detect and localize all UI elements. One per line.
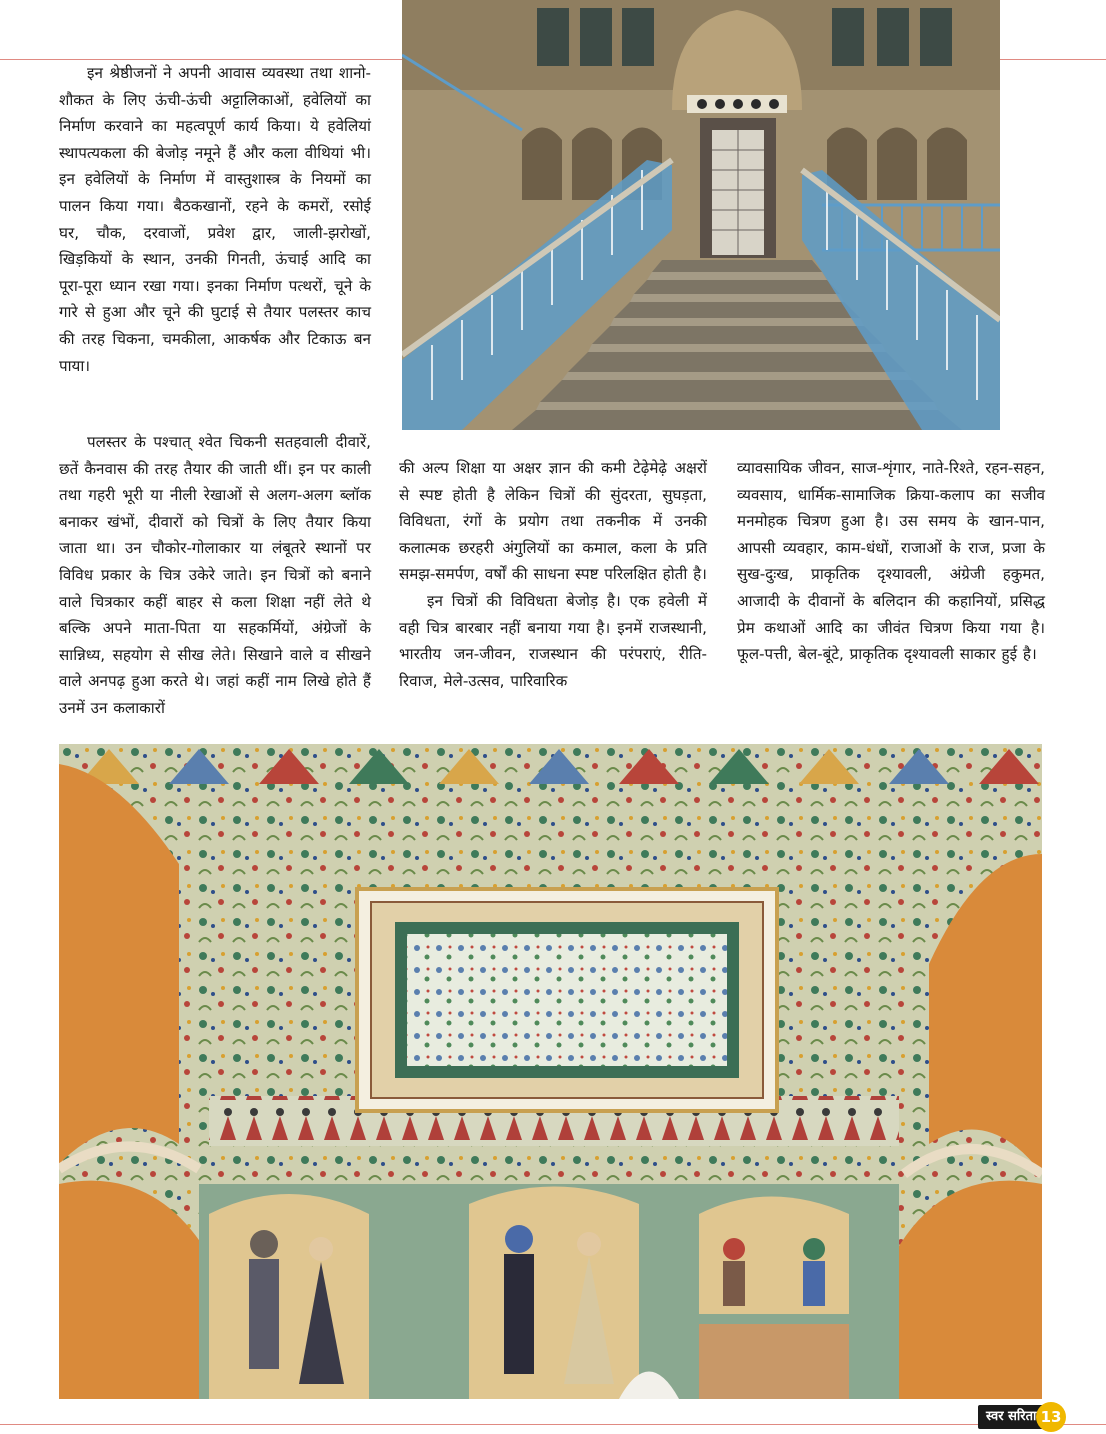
paragraph-2: पलस्तर के पश्चात् श्वेत चिकनी सतहवाली दीवारें, छतें कैनवास की तरह तैयार की जाती थीं। इन पर काली तथा गहरी भूरी या नीली रेखाओं से अलग-अलग ब्लॉक बनाकर खंभों, दीवारों को चित्रों के लिए तैयार किया जाता था। उन चौकोर-गोलाकार या लंबूतरे स्थानों पर विविध प्रकार के चित्र उकेरे जाते। इन चित्रों को बनाने वाले चित्रकार कहीं बाहर से कला शिक्षा नहीं लेते थे बल्कि अपने माता-पिता या सहकर्मियों, अंग्रेजों के सान्निध्य, सहयोग से सीख लेते। सिखाने वाले व सीखने वाले अनपढ़ हुआ करते थे। जहां कहीं नाम लिखे होते हैं उनमें उन कलाकारों — [59, 433, 371, 717]
footer-rule — [0, 1424, 1106, 1425]
text-column-top-left — [59, 60, 371, 379]
page-number: 13 — [1036, 1402, 1066, 1432]
text-column-right — [737, 455, 1045, 668]
paragraph-3: इन चित्रों की विविधता बेजोड़ है। एक हवेली में वही चित्र बारबार नहीं बनाया गया है। इनमें राजस्थानी, भारतीय जन-जीवन, राजस्थान की परंपराएं, रीति-रिवाज, मेले-उत्सव, पारिवारिक — [399, 591, 707, 690]
painted-ceiling-photo — [59, 744, 1042, 1399]
haveli-staircase-photo — [402, 0, 1000, 430]
paragraph-2-continued: की अल्प शिक्षा या अक्षर ज्ञान की कमी टेढ़ेमेढ़े अक्षरों से स्पष्ट होती है लेकिन चित्रों की सुंदरता, सुघड़ता, विविधता, रंगों के प्रयोग तथा तकनीक में उनकी कलात्मक छरहरी अंगुलियों का कमाल, कला के प्रति समझ-समर्पण, वर्षों की साधना स्पष्ट परिलक्षित होती है। — [399, 459, 707, 584]
paragraph-3-continued: व्यावसायिक जीवन, साज-शृंगार, नाते-रिश्ते, रहन-सहन, व्यवसाय, धार्मिक-सामाजिक क्रिया-कलाप का सजीव मनमोहक चित्रण हुआ है। उस समय के खान-पान, आपसी व्यवहार, काम-धंधों, राजाओं के राज, प्रजा के सुख-दुःख, प्राकृतिक दृश्यावली, अंग्रेजी हकुमत, आजादी के दीवानों के बलिदान की कहानियों, प्रसिद्ध प्रेम कथाओं आदि का जीवंत चित्रण किया गया है। फूल-पत्ती, बेल-बूंटे, प्राकृतिक दृश्यावली साकार हुई है। — [737, 459, 1045, 664]
text-column-middle — [399, 455, 707, 694]
text-column-left — [59, 429, 371, 722]
paragraph-1: इन श्रेष्ठीजनों ने अपनी आवास व्यवस्था तथा शानो-शौकत के लिए ऊंची-ऊंची अट्टालिकाओं, हवेलियों का निर्माण करवाने का महत्वपूर्ण कार्य किया। ये हवेलियां स्थापत्यकला की बेजोड़ नमूने हैं और कला वीथियां भी। इन हवेलियों के निर्माण में वास्तुशास्त्र के नियमों का पालन किया गया। बैठकखानों, रहने के कमरों, रसोई घर, चौक, दरवाजों, प्रवेश द्वार, जाली-झरोखों, खिड़कियों के स्थान, उनकी गिनती, ऊंचाई आदि का पूरा-पूरा ध्यान रखा गया। इनका निर्माण पत्थरों, चूने के गारे से हुआ और चूने की घुटाई से तैयार पलस्तर काच की तरह चिकना, चमकीला, आकर्षक और टिकाऊ बन पाया। — [59, 64, 371, 375]
magazine-name: स्वर सरिता — [978, 1405, 1044, 1429]
